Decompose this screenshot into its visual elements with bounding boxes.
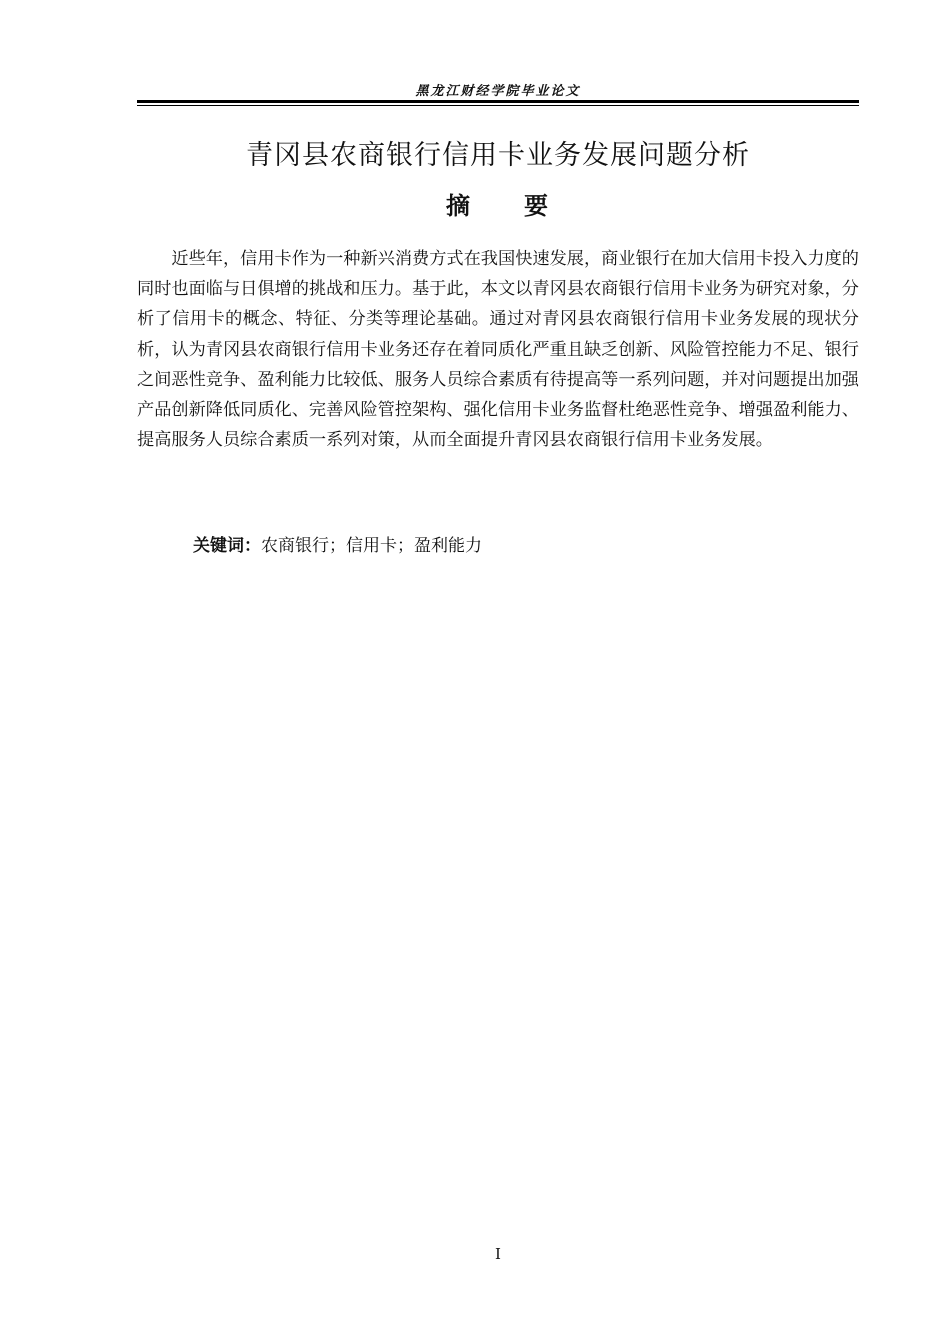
keywords-value: 农商银行；信用卡；盈利能力 <box>261 536 482 556</box>
header-rule-thick <box>137 100 859 103</box>
abstract-body: 近些年，信用卡作为一种新兴消费方式在我国快速发展，商业银行在加大信用卡投入力度的同时也面临与日俱增的挑战和压力。基于此，本文以青冈县农商银行信用卡业务为研究对象，分析了信用卡的概念、特征、分类等理论基础。通过对青冈县农商银行信用卡业务发展的现状分析，认为青冈县农商银行信用卡业务还存在着同质化严重且缺乏创新、风险管控能力不足、银行之间恶性竞争、盈利能力比较低、服务人员综合素质有待提高等一系列问题，并对问题提出加强产品创新降低同质化、完善风险管控架构、强化信用卡业务监督杜绝恶性竞争、增强盈利能力、提高服务人员综合素质一系列对策，从而全面提升青冈县农商银行信用卡业务发展。 <box>137 249 859 451</box>
page-number: I <box>495 1245 501 1263</box>
running-header: 黑龙江财经学院毕业论文 <box>415 84 581 99</box>
keywords-label: 关键词： <box>193 536 261 556</box>
paper-title: 青冈县农商银行信用卡业务发展问题分析 <box>246 140 750 171</box>
abstract-heading <box>137 186 859 221</box>
abstract-heading-left: 摘 <box>446 192 472 220</box>
keywords-line <box>193 533 482 559</box>
abstract-heading-right: 要 <box>524 192 550 220</box>
header-rule-thin <box>137 105 859 106</box>
